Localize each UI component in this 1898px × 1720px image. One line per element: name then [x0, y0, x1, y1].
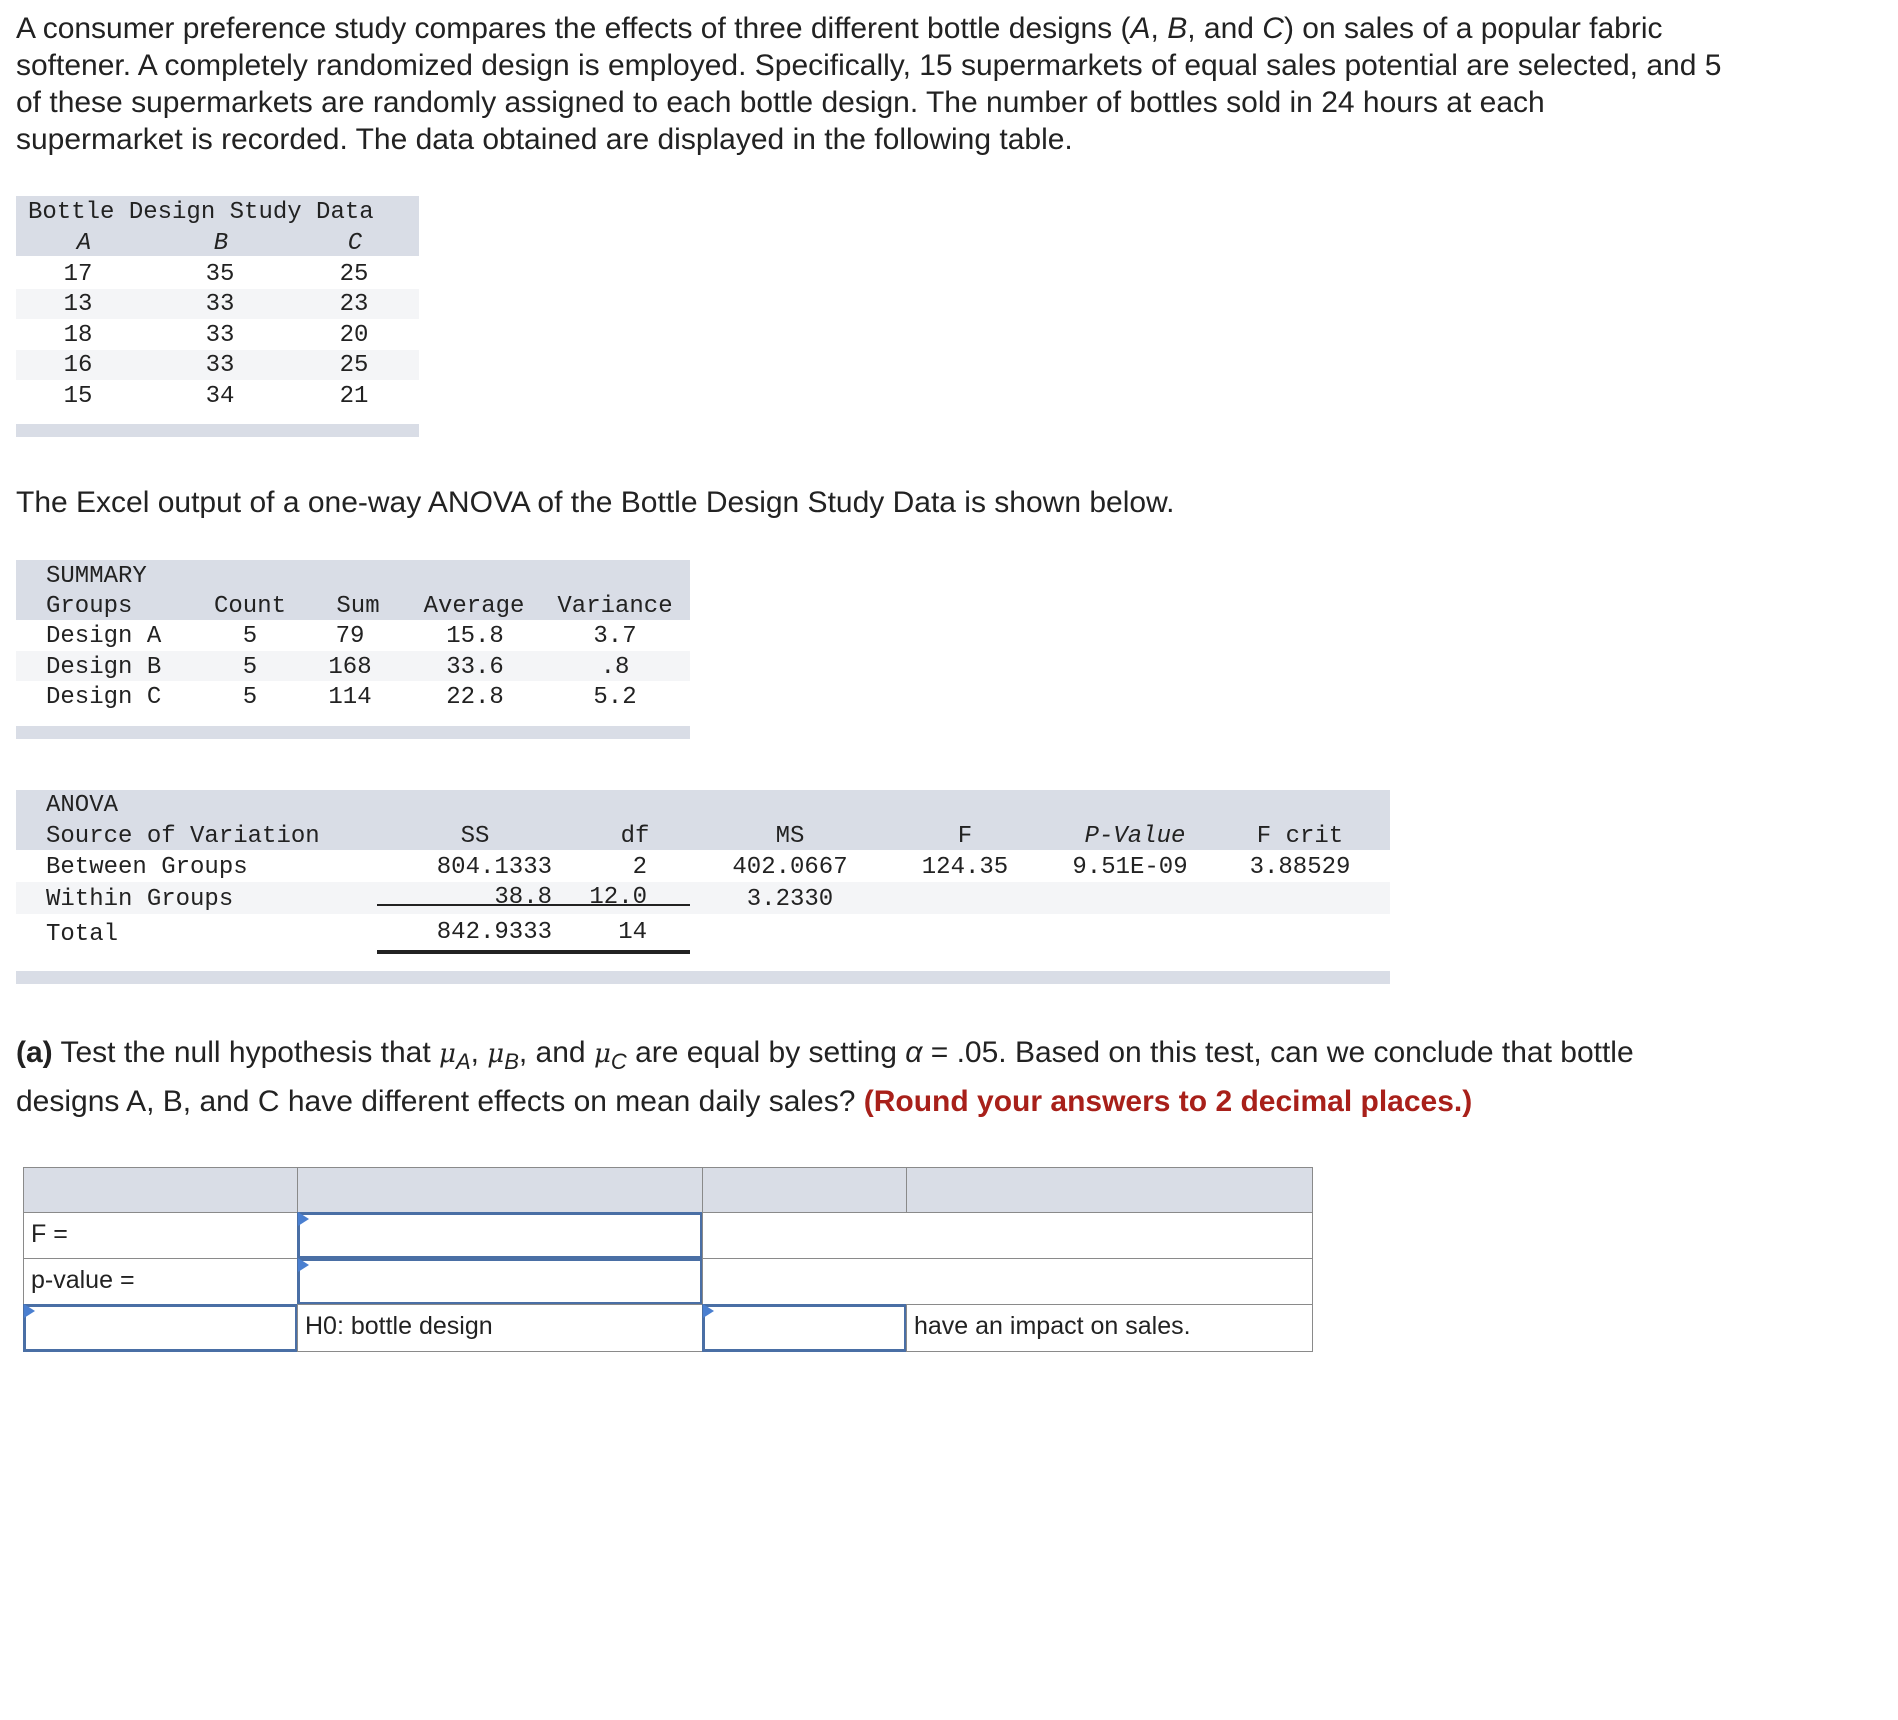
anova-cell: Total	[46, 921, 119, 948]
table-cell: 13	[63, 291, 93, 318]
summary-cell: 5	[242, 684, 258, 711]
excel-note: The Excel output of a one-way ANOVA of the Bottle Design Study Data is shown below.	[16, 486, 1175, 519]
intro-text: ) on sales of a popular fabric	[1283, 12, 1663, 45]
summary-cell: 22.8	[446, 684, 504, 711]
table-cell: 25	[339, 261, 369, 288]
round-note: (Round your answers to 2 decimal places.)	[863, 1085, 1473, 1118]
anova-footer-band	[16, 971, 1390, 984]
table-cell: 23	[339, 291, 369, 318]
question-a	[16, 1034, 1634, 1120]
mu-symbol: μ	[593, 1039, 611, 1069]
anova-cell: 402.0667	[732, 854, 848, 881]
h0-label-cell	[297, 1304, 703, 1352]
answer-header-cell	[297, 1167, 703, 1213]
data-table-title: Bottle Design Study Data	[28, 199, 374, 226]
summary-cell: .8	[600, 654, 630, 681]
summary-footer-band	[16, 726, 690, 739]
anova-header-df: df	[620, 823, 650, 850]
conclusion-dropdown[interactable]	[702, 1304, 907, 1352]
separator: , and	[518, 1036, 594, 1069]
answer-header-cell	[906, 1167, 1313, 1213]
table-cell: 17	[63, 261, 93, 288]
summary-cell: 5	[242, 654, 258, 681]
mu-symbol: μ	[439, 1039, 456, 1069]
design-a-label: A	[1130, 12, 1151, 45]
summary-header-count: Count	[213, 593, 286, 620]
table-cell: 34	[205, 383, 235, 410]
table-cell: 33	[205, 291, 235, 318]
anova-title: ANOVA	[46, 792, 119, 819]
decision-dropdown[interactable]	[23, 1304, 298, 1352]
question-line-1	[16, 1034, 1634, 1080]
summary-header-groups: Groups	[46, 593, 133, 620]
summary-header-average: Average	[423, 593, 525, 620]
dropdown-marker-icon	[24, 1304, 35, 1318]
intro-line-2: softener. A completely randomized design is employed. Specifically, 15 supermarkets of equal sales potential are selected, and 5	[16, 49, 1722, 82]
subtotal-rule	[377, 904, 690, 906]
input-marker-icon	[298, 1212, 309, 1226]
intro-paragraph	[16, 10, 1721, 158]
summary-cell: Design A	[46, 623, 162, 650]
subscript-a: A	[455, 1049, 471, 1074]
anova-cell: 842.9333	[436, 919, 552, 946]
summary-cell: 114	[328, 684, 372, 711]
anova-header-pvalue: P-Value	[1084, 823, 1186, 850]
anova-cell: 2	[632, 854, 647, 881]
anova-cell: Between Groups	[46, 854, 248, 881]
data-table-footer-band	[16, 424, 419, 437]
f-label-cell	[23, 1212, 298, 1259]
p-value-input[interactable]	[297, 1258, 703, 1305]
question-part-label: (a)	[16, 1036, 53, 1069]
summary-cell: 3.7	[593, 623, 637, 650]
answer-header-cell	[23, 1167, 298, 1213]
input-marker-icon	[298, 1258, 309, 1272]
question-text: Test the null hypothesis that	[52, 1036, 440, 1069]
anova-cell: Within Groups	[46, 886, 234, 913]
anova-cell: 9.51E-09	[1072, 854, 1188, 881]
table-cell: 21	[339, 383, 369, 410]
intro-text: A consumer preference study compares the effects of three different bottle designs (	[16, 12, 1131, 45]
table-cell: 18	[63, 322, 93, 349]
summary-title: SUMMARY	[46, 563, 147, 590]
table-cell: 33	[205, 322, 235, 349]
table-cell: 25	[339, 352, 369, 379]
impact-label-cell	[906, 1304, 1313, 1352]
anova-cell: 12.0	[589, 884, 647, 911]
anova-cell: 3.88529	[1249, 854, 1351, 881]
f-value-input[interactable]	[297, 1212, 703, 1259]
summary-cell: 79	[335, 623, 365, 650]
summary-cell: Design B	[46, 654, 162, 681]
table-cell: 15	[63, 383, 93, 410]
question-text: = .05. Based on this test, can we conclude that bottle	[922, 1036, 1634, 1069]
p-value-label: p-value =	[31, 1266, 135, 1294]
intro-line-3: of these supermarkets are randomly assigned to each bottle design. The number of bottles sold in 24 hours at each	[16, 86, 1545, 119]
table-cell: 33	[205, 352, 235, 379]
summary-cell: 15.8	[446, 623, 504, 650]
question-text: are equal by setting	[626, 1036, 906, 1069]
f-label: F =	[31, 1220, 68, 1248]
anova-header-source: Source of Variation	[46, 823, 320, 850]
summary-header-sum: Sum	[336, 593, 380, 620]
mu-symbol: μ	[487, 1039, 505, 1069]
subscript-b: B	[504, 1049, 519, 1074]
col-header-b: B	[213, 230, 229, 257]
table-cell: 20	[339, 322, 369, 349]
anova-cell: 124.35	[921, 854, 1009, 881]
impact-label: have an impact on sales.	[914, 1312, 1191, 1340]
empty-cell	[702, 1258, 1313, 1305]
anova-cell: 3.2330	[746, 886, 834, 913]
anova-header-ms: MS	[775, 823, 805, 850]
alpha-symbol: α	[905, 1036, 923, 1069]
summary-header-variance: Variance	[557, 593, 673, 620]
anova-cell: 804.1333	[436, 854, 552, 881]
table-cell: 35	[205, 261, 235, 288]
anova-header-f: F	[957, 823, 973, 850]
design-b-label: B	[1167, 12, 1188, 45]
question-line-2	[16, 1083, 1634, 1120]
total-double-rule	[377, 950, 690, 954]
table-cell: 16	[63, 352, 93, 379]
separator: , and	[1187, 12, 1263, 45]
answer-header-cell	[702, 1167, 907, 1213]
h0-label: H0: bottle design	[305, 1312, 493, 1340]
dropdown-marker-icon	[703, 1304, 714, 1318]
summary-cell: 33.6	[446, 654, 504, 681]
empty-cell	[702, 1212, 1313, 1259]
separator: ,	[470, 1036, 488, 1069]
subscript-c: C	[610, 1049, 627, 1074]
p-label-cell	[23, 1258, 298, 1305]
summary-cell: Design C	[46, 684, 162, 711]
summary-cell: 5	[242, 623, 258, 650]
question-text: designs A, B, and C have different effects on mean daily sales?	[16, 1085, 864, 1118]
anova-cell: 14	[618, 919, 647, 946]
intro-line-1	[16, 10, 1721, 47]
separator: ,	[1150, 12, 1168, 45]
col-header-c: C	[347, 230, 363, 257]
anova-header-ss: SS	[460, 823, 490, 850]
summary-cell: 168	[328, 654, 372, 681]
intro-line-4: supermarket is recorded. The data obtained are displayed in the following table.	[16, 123, 1073, 156]
col-header-a: A	[76, 230, 92, 257]
design-c-label: C	[1262, 12, 1284, 45]
anova-cell: 38.8	[494, 884, 552, 911]
summary-cell: 5.2	[593, 684, 637, 711]
anova-header-fcrit: F crit	[1256, 823, 1344, 850]
